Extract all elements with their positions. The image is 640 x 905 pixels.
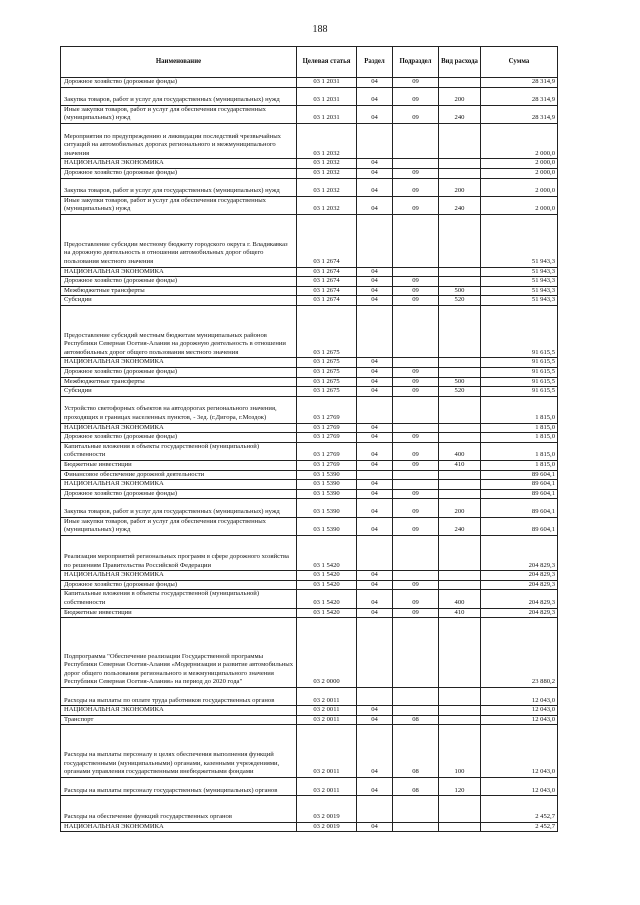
row-subsection: 09 <box>393 377 439 387</box>
row-target-article: 03 1 2675 <box>297 387 357 397</box>
row-section: 04 <box>357 608 393 618</box>
row-target-article: 03 1 5420 <box>297 590 357 608</box>
row-target-article: 03 2 0019 <box>297 822 357 832</box>
row-section: 04 <box>357 442 393 460</box>
table-row <box>61 178 558 196</box>
row-expense-type: 410 <box>439 608 481 618</box>
row-section <box>357 618 393 688</box>
row-amount: 12 043,0 <box>481 706 558 716</box>
table-row <box>61 706 558 716</box>
row-section: 04 <box>357 725 393 778</box>
row-target-article: 03 2 0000 <box>297 618 357 688</box>
row-expense-type <box>439 687 481 705</box>
row-amount: 1 815,0 <box>481 433 558 443</box>
row-subsection: 09 <box>393 277 439 287</box>
row-section <box>357 123 393 158</box>
header-amount: Сумма <box>481 47 558 78</box>
row-name: Закупка товаров, работ и услуг для государственных (муниципальных) нужд <box>61 499 297 517</box>
row-target-article: 03 1 2769 <box>297 433 357 443</box>
row-section: 04 <box>357 480 393 490</box>
row-section <box>357 796 393 823</box>
row-section: 04 <box>357 368 393 378</box>
row-subsection: 09 <box>393 433 439 443</box>
row-target-article: 03 1 2674 <box>297 267 357 277</box>
row-expense-type: 240 <box>439 196 481 214</box>
row-name: НАЦИОНАЛЬНАЯ ЭКОНОМИКА <box>61 423 297 433</box>
table-row <box>61 305 558 358</box>
row-name: Дорожное хозяйство (дорожные фонды) <box>61 433 297 443</box>
row-subsection <box>393 123 439 158</box>
row-name: Дорожное хозяйство (дорожные фонды) <box>61 580 297 590</box>
page-number: 188 <box>312 24 328 35</box>
row-expense-type <box>439 535 481 570</box>
row-subsection: 09 <box>393 87 439 105</box>
row-name: Расходы на выплаты персоналу в целях обеспечения выполнения функций государственными (муниципальными) органами, казенными учреждениями, органами управления государственными внебюджетными фондами <box>61 725 297 778</box>
row-expense-type: 240 <box>439 105 481 123</box>
row-section: 04 <box>357 822 393 832</box>
row-expense-type <box>439 706 481 716</box>
row-amount: 204 829,3 <box>481 571 558 581</box>
row-subsection <box>393 267 439 277</box>
row-name: Межбюджетные трансферты <box>61 377 297 387</box>
row-target-article: 03 2 0011 <box>297 777 357 795</box>
row-amount: 12 043,0 <box>481 725 558 778</box>
row-name: Межбюджетные трансферты <box>61 286 297 296</box>
row-amount: 89 604,1 <box>481 517 558 535</box>
row-name: Мероприятия по предупреждению и ликвидации последствий чрезвычайных ситуаций на автомобильных дорогах регионального и межмуниципального значения <box>61 123 297 158</box>
row-amount: 91 615,5 <box>481 387 558 397</box>
header-name: Наименование <box>61 47 297 78</box>
row-target-article: 03 1 2769 <box>297 423 357 433</box>
row-section <box>357 470 393 480</box>
row-name: Дорожное хозяйство (дорожные фонды) <box>61 168 297 178</box>
row-subsection: 08 <box>393 777 439 795</box>
row-name: Предоставление субсидий местным бюджетам муниципальных районов Республики Северная Осетия-Алания на дорожную деятельность в отношении автомобильных дорог общего пользования местного значения <box>61 305 297 358</box>
row-target-article: 03 1 5390 <box>297 489 357 499</box>
row-subsection: 09 <box>393 105 439 123</box>
row-target-article: 03 1 2032 <box>297 168 357 178</box>
row-section: 04 <box>357 489 393 499</box>
row-name: Предоставление субсидии местному бюджету городского округа г. Владикавказ на дорожную деятельность в отношении автомобильных дорог общего пользования местного значения <box>61 214 297 267</box>
row-amount: 89 604,1 <box>481 470 558 480</box>
row-subsection: 09 <box>393 78 439 88</box>
row-expense-type <box>439 267 481 277</box>
row-subsection <box>393 214 439 267</box>
row-expense-type: 200 <box>439 178 481 196</box>
table-row <box>61 396 558 423</box>
row-amount: 2 452,7 <box>481 796 558 823</box>
row-amount: 28 314,9 <box>481 87 558 105</box>
row-name: Расходы на обеспечение функций государственных органов <box>61 796 297 823</box>
table-row <box>61 571 558 581</box>
row-expense-type <box>439 423 481 433</box>
row-subsection: 09 <box>393 368 439 378</box>
table-row <box>61 687 558 705</box>
table-row <box>61 480 558 490</box>
row-section: 04 <box>357 178 393 196</box>
row-target-article: 03 2 0019 <box>297 796 357 823</box>
table-row <box>61 296 558 306</box>
row-name: Транспорт <box>61 715 297 725</box>
row-name: НАЦИОНАЛЬНАЯ ЭКОНОМИКА <box>61 822 297 832</box>
row-target-article: 03 1 2769 <box>297 396 357 423</box>
row-amount: 1 815,0 <box>481 396 558 423</box>
row-expense-type: 400 <box>439 442 481 460</box>
table-row <box>61 214 558 267</box>
row-amount: 2 000,0 <box>481 196 558 214</box>
row-section: 04 <box>357 715 393 725</box>
table-row <box>61 168 558 178</box>
row-target-article: 03 1 2674 <box>297 286 357 296</box>
row-subsection: 09 <box>393 387 439 397</box>
row-expense-type: 120 <box>439 777 481 795</box>
row-expense-type <box>439 470 481 480</box>
row-target-article: 03 1 2675 <box>297 305 357 358</box>
row-target-article: 03 1 5420 <box>297 608 357 618</box>
row-amount: 204 829,3 <box>481 608 558 618</box>
row-subsection <box>393 687 439 705</box>
row-target-article: 03 2 0011 <box>297 687 357 705</box>
row-subsection: 09 <box>393 178 439 196</box>
row-name: Субсидии <box>61 387 297 397</box>
row-target-article: 03 1 2769 <box>297 461 357 471</box>
row-amount: 12 043,0 <box>481 715 558 725</box>
row-expense-type: 200 <box>439 499 481 517</box>
row-expense-type <box>439 580 481 590</box>
row-expense-type <box>439 277 481 287</box>
table-row <box>61 358 558 368</box>
row-name: Капитальные вложения в объекты государственной (муниципальной) собственности <box>61 442 297 460</box>
row-expense-type <box>439 123 481 158</box>
row-subsection <box>393 571 439 581</box>
row-target-article: 03 1 5390 <box>297 517 357 535</box>
row-name: Закупка товаров, работ и услуг для государственных (муниципальных) нужд <box>61 87 297 105</box>
row-target-article: 03 1 2675 <box>297 358 357 368</box>
row-section: 04 <box>357 706 393 716</box>
row-name: НАЦИОНАЛЬНАЯ ЭКОНОМИКА <box>61 706 297 716</box>
row-subsection <box>393 358 439 368</box>
row-amount: 204 829,3 <box>481 590 558 608</box>
table-row <box>61 608 558 618</box>
row-section: 04 <box>357 168 393 178</box>
row-name: НАЦИОНАЛЬНАЯ ЭКОНОМИКА <box>61 480 297 490</box>
row-section <box>357 396 393 423</box>
row-section: 04 <box>357 78 393 88</box>
row-target-article: 03 1 5420 <box>297 535 357 570</box>
row-subsection: 09 <box>393 168 439 178</box>
header-section: Раздел <box>357 47 393 78</box>
row-name: Дорожное хозяйство (дорожные фонды) <box>61 368 297 378</box>
row-target-article: 03 1 5390 <box>297 470 357 480</box>
row-amount: 2 452,7 <box>481 822 558 832</box>
row-section: 04 <box>357 777 393 795</box>
table-row <box>61 618 558 688</box>
row-subsection: 09 <box>393 442 439 460</box>
row-name: Расходы на выплаты персоналу государственных (муниципальных) органов <box>61 777 297 795</box>
table-row <box>61 277 558 287</box>
row-section: 04 <box>357 159 393 169</box>
row-section: 04 <box>357 590 393 608</box>
table-row <box>61 590 558 608</box>
table-row <box>61 368 558 378</box>
table-row <box>61 535 558 570</box>
row-expense-type: 500 <box>439 286 481 296</box>
row-subsection <box>393 706 439 716</box>
row-expense-type <box>439 78 481 88</box>
row-expense-type <box>439 489 481 499</box>
row-expense-type: 240 <box>439 517 481 535</box>
table-row <box>61 461 558 471</box>
row-section: 04 <box>357 461 393 471</box>
row-amount: 91 615,5 <box>481 305 558 358</box>
row-target-article: 03 1 2032 <box>297 159 357 169</box>
table-row <box>61 87 558 105</box>
row-target-article: 03 1 2032 <box>297 196 357 214</box>
table-row <box>61 822 558 832</box>
row-subsection: 09 <box>393 196 439 214</box>
row-expense-type <box>439 305 481 358</box>
row-subsection: 09 <box>393 296 439 306</box>
row-amount: 51 943,3 <box>481 286 558 296</box>
row-name: Реализация мероприятий региональных программ в сфере дорожного хозяйства по решениям Правительства Российской Федерации <box>61 535 297 570</box>
row-expense-type: 520 <box>439 387 481 397</box>
row-target-article: 03 1 2674 <box>297 214 357 267</box>
row-subsection: 09 <box>393 608 439 618</box>
row-name: НАЦИОНАЛЬНАЯ ЭКОНОМИКА <box>61 571 297 581</box>
row-name: Закупка товаров, работ и услуг для государственных (муниципальных) нужд <box>61 178 297 196</box>
table-row <box>61 105 558 123</box>
row-subsection <box>393 470 439 480</box>
row-subsection <box>393 480 439 490</box>
row-section <box>357 305 393 358</box>
row-section: 04 <box>357 433 393 443</box>
row-subsection: 09 <box>393 499 439 517</box>
row-name: Иные закупки товаров, работ и услуг для обеспечения государственных (муниципальных) нужд <box>61 196 297 214</box>
row-amount: 2 000,0 <box>481 159 558 169</box>
row-subsection <box>393 159 439 169</box>
row-target-article: 03 1 2032 <box>297 178 357 196</box>
row-subsection <box>393 535 439 570</box>
table-row <box>61 377 558 387</box>
row-amount: 51 943,3 <box>481 214 558 267</box>
row-name: Субсидии <box>61 296 297 306</box>
row-name: Дорожное хозяйство (дорожные фонды) <box>61 489 297 499</box>
row-amount: 204 829,3 <box>481 535 558 570</box>
row-amount: 51 943,3 <box>481 277 558 287</box>
row-section: 04 <box>357 571 393 581</box>
row-subsection: 08 <box>393 725 439 778</box>
row-target-article: 03 1 5390 <box>297 499 357 517</box>
table-row <box>61 499 558 517</box>
header-expense-type: Вид расхода <box>439 47 481 78</box>
row-expense-type <box>439 214 481 267</box>
row-subsection: 09 <box>393 286 439 296</box>
table-row <box>61 580 558 590</box>
row-subsection: 09 <box>393 461 439 471</box>
row-subsection <box>393 396 439 423</box>
row-target-article: 03 1 2675 <box>297 377 357 387</box>
row-target-article: 03 1 2031 <box>297 78 357 88</box>
row-target-article: 03 2 0011 <box>297 715 357 725</box>
row-expense-type <box>439 159 481 169</box>
row-target-article: 03 1 2674 <box>297 277 357 287</box>
row-expense-type <box>439 715 481 725</box>
row-section: 04 <box>357 499 393 517</box>
row-amount: 23 880,2 <box>481 618 558 688</box>
row-amount: 89 604,1 <box>481 480 558 490</box>
row-amount: 2 000,0 <box>481 168 558 178</box>
row-name: Расходы на выплаты по оплате труда работников государственных органов <box>61 687 297 705</box>
row-target-article: 03 1 2031 <box>297 105 357 123</box>
row-amount: 1 815,0 <box>481 461 558 471</box>
row-name: Иные закупки товаров, работ и услуг для обеспечения государственных (муниципальных) нужд <box>61 105 297 123</box>
row-expense-type: 400 <box>439 590 481 608</box>
row-expense-type <box>439 618 481 688</box>
row-target-article: 03 1 5390 <box>297 480 357 490</box>
row-expense-type <box>439 368 481 378</box>
row-amount: 2 000,0 <box>481 123 558 158</box>
header-target-article: Целевая статья <box>297 47 357 78</box>
table-row <box>61 725 558 778</box>
row-name: Бюджетные инвестиции <box>61 608 297 618</box>
row-name: НАЦИОНАЛЬНАЯ ЭКОНОМИКА <box>61 159 297 169</box>
row-subsection: 08 <box>393 715 439 725</box>
row-name: Дорожное хозяйство (дорожные фонды) <box>61 78 297 88</box>
row-expense-type <box>439 168 481 178</box>
row-amount: 91 615,5 <box>481 358 558 368</box>
row-section: 04 <box>357 105 393 123</box>
row-target-article: 03 1 5420 <box>297 571 357 581</box>
row-amount: 91 615,5 <box>481 368 558 378</box>
table-row <box>61 196 558 214</box>
row-subsection: 09 <box>393 489 439 499</box>
table-row <box>61 78 558 88</box>
row-amount: 204 829,3 <box>481 580 558 590</box>
row-section: 04 <box>357 196 393 214</box>
row-name: Устройство светофорных объектов на автодорогах регионального значения, проходящих в границах населенных пунктов, - 3ед. (г.Дигора, г.Моздок) <box>61 396 297 423</box>
row-expense-type <box>439 571 481 581</box>
row-name: Иные закупки товаров, работ и услуг для обеспечения государственных (муниципальных) нужд <box>61 517 297 535</box>
row-subsection <box>393 423 439 433</box>
row-expense-type <box>439 396 481 423</box>
row-subsection <box>393 822 439 832</box>
row-expense-type <box>439 433 481 443</box>
table-row <box>61 517 558 535</box>
row-amount: 28 314,9 <box>481 78 558 88</box>
table-row <box>61 159 558 169</box>
table-header-row <box>61 47 558 78</box>
header-subsection: Подраздел <box>393 47 439 78</box>
row-section: 04 <box>357 277 393 287</box>
row-name: Бюджетные инвестиции <box>61 461 297 471</box>
row-section: 04 <box>357 286 393 296</box>
row-expense-type: 520 <box>439 296 481 306</box>
row-section: 04 <box>357 377 393 387</box>
row-section: 04 <box>357 517 393 535</box>
row-subsection: 09 <box>393 517 439 535</box>
row-section: 04 <box>357 423 393 433</box>
row-section: 04 <box>357 296 393 306</box>
row-target-article: 03 1 2031 <box>297 87 357 105</box>
table-row <box>61 433 558 443</box>
budget-table <box>60 46 558 832</box>
row-name: НАЦИОНАЛЬНАЯ ЭКОНОМИКА <box>61 358 297 368</box>
row-subsection: 09 <box>393 590 439 608</box>
row-section <box>357 687 393 705</box>
row-name: Финансовое обеспечение дорожной деятельности <box>61 470 297 480</box>
row-amount: 91 615,5 <box>481 377 558 387</box>
table-row <box>61 715 558 725</box>
row-amount: 89 604,1 <box>481 499 558 517</box>
row-amount: 28 314,9 <box>481 105 558 123</box>
row-subsection <box>393 796 439 823</box>
table-row <box>61 777 558 795</box>
row-expense-type: 500 <box>439 377 481 387</box>
row-amount: 2 000,0 <box>481 178 558 196</box>
row-expense-type <box>439 480 481 490</box>
row-expense-type: 200 <box>439 87 481 105</box>
row-section: 04 <box>357 580 393 590</box>
table-body <box>61 78 558 832</box>
row-amount: 51 943,3 <box>481 267 558 277</box>
row-section: 04 <box>357 387 393 397</box>
row-section: 04 <box>357 358 393 368</box>
table-row <box>61 796 558 823</box>
table-row <box>61 286 558 296</box>
row-expense-type <box>439 796 481 823</box>
row-section <box>357 214 393 267</box>
row-expense-type: 100 <box>439 725 481 778</box>
row-target-article: 03 1 2674 <box>297 296 357 306</box>
row-subsection: 09 <box>393 580 439 590</box>
row-amount: 1 815,0 <box>481 442 558 460</box>
row-section: 04 <box>357 87 393 105</box>
row-expense-type: 410 <box>439 461 481 471</box>
row-name: НАЦИОНАЛЬНАЯ ЭКОНОМИКА <box>61 267 297 277</box>
row-target-article: 03 1 2675 <box>297 368 357 378</box>
row-section <box>357 535 393 570</box>
table-row <box>61 423 558 433</box>
table-row <box>61 442 558 460</box>
table-row <box>61 489 558 499</box>
table-row <box>61 267 558 277</box>
row-target-article: 03 2 0011 <box>297 706 357 716</box>
row-amount: 12 043,0 <box>481 777 558 795</box>
row-target-article: 03 2 0011 <box>297 725 357 778</box>
row-amount: 51 943,3 <box>481 296 558 306</box>
row-target-article: 03 1 5420 <box>297 580 357 590</box>
row-subsection <box>393 305 439 358</box>
row-amount: 12 043,0 <box>481 687 558 705</box>
row-target-article: 03 1 2032 <box>297 123 357 158</box>
row-expense-type <box>439 822 481 832</box>
row-section: 04 <box>357 267 393 277</box>
row-target-article: 03 1 2769 <box>297 442 357 460</box>
row-name: Капитальные вложения в объекты государственной (муниципальной) собственности <box>61 590 297 608</box>
row-amount: 1 815,0 <box>481 423 558 433</box>
table-row <box>61 470 558 480</box>
row-name: Дорожное хозяйство (дорожные фонды) <box>61 277 297 287</box>
row-expense-type <box>439 358 481 368</box>
table-row <box>61 123 558 158</box>
row-amount: 89 604,1 <box>481 489 558 499</box>
row-subsection <box>393 618 439 688</box>
table-row <box>61 387 558 397</box>
row-name: Подпрограмма "Обеспечение реализации Государственной программы Республики Северная Осетия-Алания «Модернизация и развитие автомобильных дорог общего пользования регионального и межмуниципального значения Республики Северная Осетия-Алания» на период до 2020 года" <box>61 618 297 688</box>
